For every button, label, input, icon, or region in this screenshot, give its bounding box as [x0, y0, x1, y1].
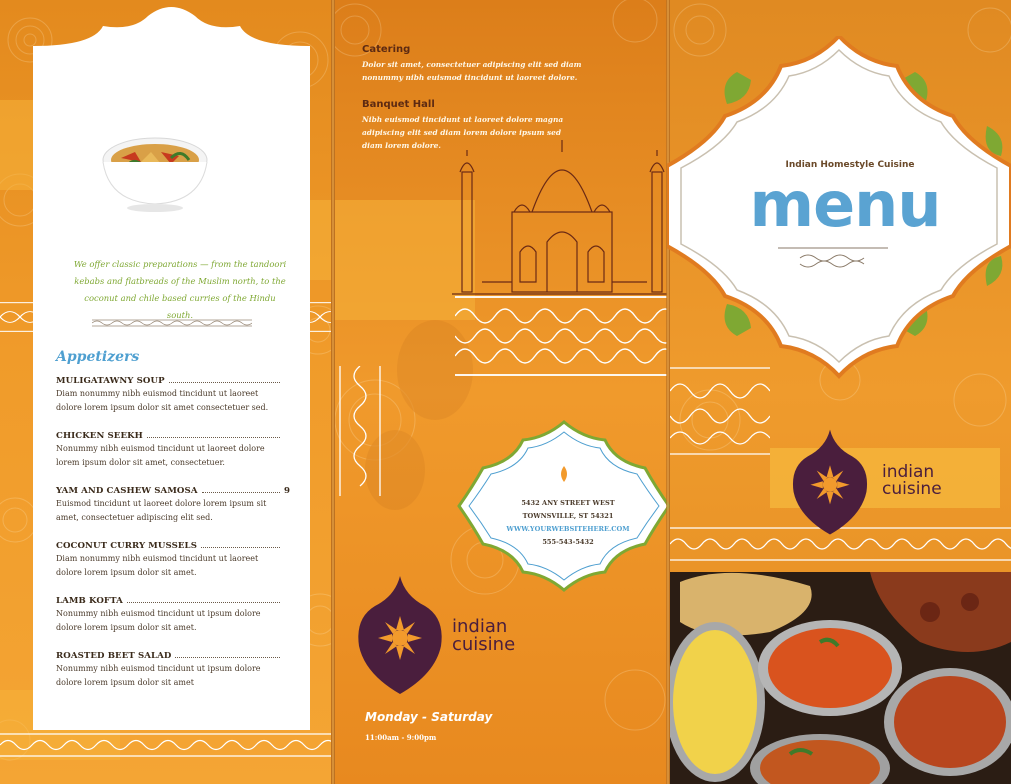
curry-bowl-image	[101, 128, 209, 214]
taj-mahal-illustration	[452, 132, 667, 302]
menu-item-header	[56, 431, 296, 441]
menu-item-description: Euismod tincidunt ut laoreet dolore lorem ipsum sit amet, consectetuer adipiscing elit sed.	[56, 499, 267, 522]
brand-logo-emblem	[355, 576, 445, 696]
card-arch	[33, 6, 310, 86]
website-link[interactable]: WWW.YOURWEBSITEHERE.COM	[506, 525, 630, 533]
banquet-body: Nibh euismod tincidunt ut laoreet dolore magna adipiscing elit sed diam lorem dolore ipsum sed diam lorem dolore.	[362, 115, 564, 150]
address-block	[478, 497, 658, 549]
menu-item	[56, 541, 296, 596]
section-title-appetizers: Appetizers	[56, 349, 140, 365]
leader-dots	[127, 602, 280, 603]
appetizer-list	[56, 376, 296, 706]
address-line-1: 5432 ANY STREET WEST	[521, 499, 615, 507]
cover-title: menu	[749, 168, 941, 241]
menu-item-name: YAM AND CASHEW SAMOSA	[56, 486, 198, 496]
menu-item-name: COCONUT CURRY MUSSELS	[56, 541, 197, 551]
menu-item-price: 9	[284, 486, 291, 496]
catering-body: Dolor sit amet, consectetuer adipiscing elit sed diam nonummy nibh euismod tincidunt ut laoreet dolore.	[362, 60, 582, 82]
menu-item-description: Nonummy nibh euismod tincidunt ut laoreet dolore lorem ipsum dolor sit amet, consectetuer.	[56, 444, 265, 467]
ornamental-border	[0, 730, 331, 760]
menu-item-header	[56, 486, 296, 496]
catering-block	[362, 44, 582, 84]
menu-item	[56, 486, 296, 541]
intro-text: We offer classic preparations — from the tandoori kebabs and flatbreads of the Muslim north, to the coconut and chile based curries of the Hindu south.	[73, 259, 287, 320]
brand-line-2: cuisine	[452, 634, 516, 655]
menu-item-description: Diam nonummy nibh euismod tincidunt ut laoreet dolore lorem ipsum dolor sit amet consectetuer sed.	[56, 389, 269, 412]
opening-days: Monday - Saturday	[365, 710, 493, 724]
menu-item-header	[56, 376, 296, 386]
leader-dots	[169, 382, 280, 383]
phone-number: 555-543-5432	[542, 538, 594, 546]
divider-ornament	[92, 316, 252, 330]
brand-line-1: indian	[452, 616, 508, 637]
menu-item-description: Diam nonummy nibh euismod tincidunt ut laoreet dolore lorem ipsum dolor sit amet.	[56, 554, 259, 577]
menu-item-name: LAMB KOFTA	[56, 596, 123, 606]
brand-name	[452, 618, 515, 654]
menu-item	[56, 376, 296, 431]
menu-item-header	[56, 596, 296, 606]
brand-line-1: indian	[882, 462, 935, 482]
brand-logo-emblem	[790, 428, 870, 538]
menu-item-name: MULIGATAWNY SOUP	[56, 376, 165, 386]
title-ornament	[778, 246, 888, 272]
ornamental-border	[335, 366, 385, 496]
brand-line-2: cuisine	[882, 479, 942, 499]
cover-tagline: Indian Homestyle Cuisine	[785, 160, 915, 170]
menu-item-name: ROASTED BEET SALAD	[56, 651, 172, 661]
menu-item	[56, 431, 296, 486]
leader-dots	[201, 547, 280, 548]
brand-name	[882, 464, 942, 498]
leader-dots	[175, 657, 280, 658]
menu-item	[56, 651, 296, 706]
leader-dots	[202, 492, 280, 493]
address-line-2: TOWNSVILLE, ST 54321	[522, 512, 614, 520]
opening-hours: 11:00am - 9:00pm	[365, 733, 437, 742]
leader-dots	[147, 437, 280, 438]
menu-item-header	[56, 651, 296, 661]
menu-item-name: CHICKEN SEEKH	[56, 431, 143, 441]
menu-item-description: Nonummy nibh euismod tincidunt ut ipsum dolore dolore lorem ipsum dolor sit amet	[56, 664, 261, 687]
menu-item-description: Nonummy nibh euismod tincidunt ut ipsum dolore dolore lorem ipsum dolor sit amet.	[56, 609, 261, 632]
banquet-heading: Banquet Hall	[362, 99, 435, 110]
menu-item	[56, 596, 296, 651]
menu-item-header	[56, 541, 296, 551]
catering-heading: Catering	[362, 44, 411, 55]
ornamental-border	[455, 296, 667, 376]
food-photo	[670, 572, 1011, 784]
